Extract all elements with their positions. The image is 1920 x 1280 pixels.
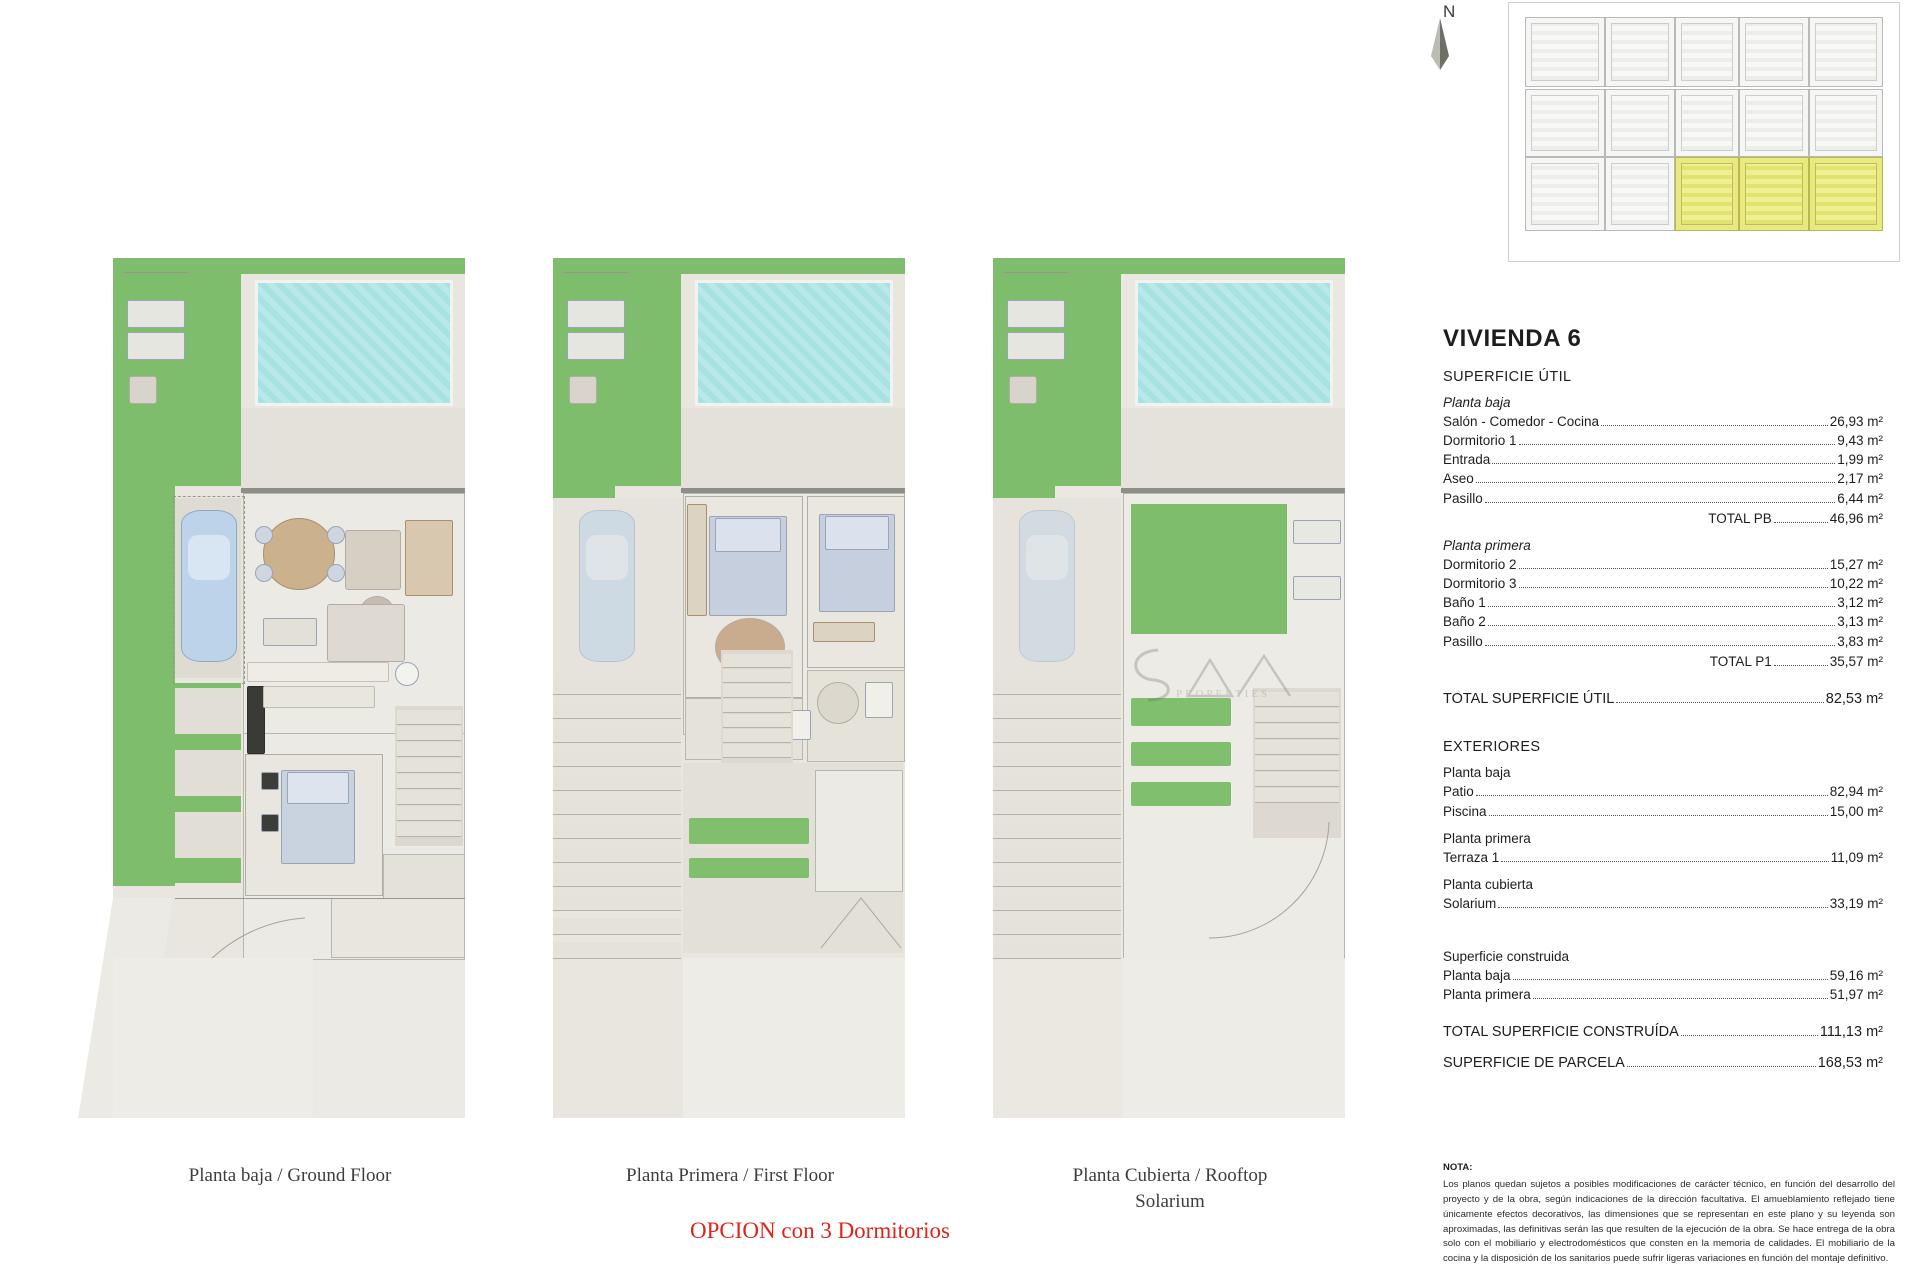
dot-leader	[1488, 625, 1835, 626]
dot-leader	[1488, 606, 1835, 607]
plot-total-row	[1443, 1053, 1883, 1074]
area-label: Baño 2	[1443, 614, 1486, 630]
dot-leader	[1498, 907, 1827, 908]
area-label: Piscina	[1443, 803, 1487, 819]
dot-leader	[1519, 444, 1836, 445]
dot-leader	[1513, 979, 1828, 980]
floor-plan-ground-caption	[95, 1163, 485, 1189]
area-row	[1443, 431, 1883, 450]
area-value: 59,16 m²	[1829, 968, 1883, 984]
key-plan-unit-selected	[1675, 157, 1739, 231]
area-label: Planta baja	[1443, 968, 1511, 984]
stair-arrow-icon	[813, 888, 909, 958]
area-total-value: 46,96 m²	[1829, 510, 1883, 526]
legal-note-body: Los planos quedan sujetos a posibles modificaciones de carácter técnico, en función del desarrollo del proyecto y de la obra, según indicaciones de la dirección facultativa. El amueblamiento reflejado tiene únicamente efectos decorativos, las dimensiones que se representan en este plano y su leyenda son aproximadas, las definitivas serán las que resulten de la ejecución de la obra. Se hace entrega de la obra solo con el mobiliario y electrodomésticos que consten en la memoria de calidades. El mobiliario de la cocina y la disposición de los sanitarios puede sufrir ligeras variaciones en función del montaje definitivo.	[1443, 1179, 1895, 1265]
caption-line-1: Planta Cubierta / Rooftop	[1072, 1165, 1268, 1186]
useful-total-value: 82,53 m²	[1825, 690, 1883, 707]
caption-line-1: Planta baja / Ground Floor	[188, 1165, 392, 1186]
area-label: Entrada	[1443, 452, 1491, 468]
area-label: Baño 1	[1443, 595, 1486, 611]
area-row	[1443, 450, 1883, 469]
useful-total-label: TOTAL SUPERFICIE ÚTIL	[1443, 690, 1615, 707]
area-row	[1443, 848, 1883, 867]
area-row	[1443, 782, 1883, 801]
caption-line-1: Planta Primera / First Floor	[626, 1165, 834, 1186]
area-label: Dormitorio 2	[1443, 556, 1517, 572]
area-value: 3,83 m²	[1837, 633, 1883, 649]
plot-total-value: 168,53 m²	[1817, 1054, 1883, 1071]
key-plan-unit	[1739, 89, 1809, 157]
area-value: 2,17 m²	[1837, 471, 1883, 487]
floor-plan-roof	[975, 258, 1365, 1212]
area-row	[1443, 966, 1883, 985]
area-value: 15,00 m²	[1829, 803, 1883, 819]
area-row	[1443, 574, 1883, 593]
built-total-label: TOTAL SUPERFICIE CONSTRUÍDA	[1443, 1024, 1679, 1041]
key-plan-unit	[1525, 17, 1605, 87]
area-value: 15,27 m²	[1829, 556, 1883, 572]
dot-leader	[1601, 425, 1828, 426]
area-label: Dormitorio 3	[1443, 576, 1517, 592]
key-plan-unit	[1605, 17, 1675, 87]
legal-note	[1443, 1162, 1895, 1267]
floor-plan-first-drawing	[535, 258, 925, 1118]
key-plan-grid	[1525, 17, 1883, 243]
north-arrow	[1415, 0, 1485, 90]
key-plan-unit	[1809, 89, 1883, 157]
dot-leader	[1485, 645, 1835, 646]
key-plan-unit	[1525, 89, 1605, 157]
area-value: 3,12 m²	[1837, 595, 1883, 611]
floor-plan-roof-drawing	[975, 258, 1365, 1118]
area-total-label: TOTAL P1	[1709, 653, 1772, 669]
key-plan-unit-selected	[1739, 157, 1809, 231]
ground-floor-heading: Planta baja	[1443, 395, 1511, 410]
page-title: VIVIENDA 6	[1443, 325, 1582, 352]
ext-first-heading: Planta primera	[1443, 830, 1531, 846]
dot-leader	[1485, 502, 1835, 503]
area-label: Terraza 1	[1443, 849, 1500, 865]
area-label: Solarium	[1443, 895, 1497, 911]
area-label: Pasillo	[1443, 633, 1483, 649]
area-total-row	[1443, 509, 1883, 528]
key-plan	[1508, 2, 1900, 262]
ext-ground-heading: Planta baja	[1443, 765, 1511, 781]
area-row	[1443, 612, 1883, 631]
area-row	[1443, 632, 1883, 651]
dot-leader	[1519, 587, 1828, 588]
area-value: 3,13 m²	[1837, 614, 1883, 630]
area-total-value: 35,57 m²	[1829, 653, 1883, 669]
exteriors-heading: EXTERIORES	[1443, 739, 1541, 756]
area-label: Patio	[1443, 784, 1474, 800]
area-value: 26,93 m²	[1829, 414, 1883, 429]
floor-plan-ground-drawing	[95, 258, 485, 1118]
area-value: 11,09 m²	[1830, 849, 1883, 865]
plot-total-label: SUPERFICIE DE PARCELA	[1443, 1054, 1625, 1071]
useful-area-heading: SUPERFICIE ÚTIL	[1443, 369, 1572, 385]
dot-leader	[1476, 795, 1828, 796]
built-total-row	[1443, 1022, 1883, 1043]
key-plan-unit	[1675, 89, 1739, 157]
area-row	[1443, 593, 1883, 612]
area-label: Dormitorio 1	[1443, 433, 1517, 449]
area-label: Planta primera	[1443, 987, 1531, 1003]
key-plan-unit	[1809, 17, 1883, 87]
area-row	[1443, 489, 1883, 508]
dot-leader	[1501, 861, 1828, 862]
key-plan-unit	[1605, 89, 1675, 157]
specification-panel	[1443, 325, 1883, 1074]
area-row	[1443, 412, 1883, 431]
dot-leader	[1519, 568, 1828, 569]
area-row	[1443, 802, 1883, 821]
dot-leader	[1616, 702, 1823, 703]
dot-leader	[1774, 665, 1828, 666]
floor-plan-roof-caption	[975, 1163, 1365, 1214]
area-total-label: TOTAL PB	[1708, 510, 1772, 526]
dot-leader	[1476, 482, 1835, 483]
key-plan-unit	[1525, 157, 1605, 231]
area-value: 10,22 m²	[1829, 576, 1883, 592]
area-value: 51,97 m²	[1829, 987, 1883, 1003]
ext-roof-heading: Planta cubierta	[1443, 876, 1534, 892]
key-plan-unit	[1739, 17, 1809, 87]
first-floor-heading: Planta primera	[1443, 537, 1531, 553]
built-area-heading: Superficie construida	[1443, 949, 1570, 965]
area-row	[1443, 985, 1883, 1004]
area-value: 6,44 m²	[1837, 490, 1883, 506]
north-label: N	[1443, 2, 1456, 21]
dot-leader	[1681, 1035, 1818, 1036]
key-plan-unit	[1675, 17, 1739, 87]
floor-plan-first-caption	[535, 1163, 925, 1189]
built-total-value: 111,13 m²	[1819, 1024, 1883, 1041]
area-total-row	[1443, 652, 1883, 671]
watermark-text: PROPERTIES	[1176, 688, 1271, 700]
dot-leader	[1533, 998, 1828, 999]
area-row	[1443, 894, 1883, 913]
area-label: Aseo	[1443, 471, 1474, 487]
area-label: Pasillo	[1443, 490, 1483, 506]
area-row	[1443, 469, 1883, 488]
roof-curve-icon	[1205, 818, 1355, 948]
key-plan-unit	[1605, 157, 1675, 231]
useful-total-row	[1443, 689, 1883, 710]
dot-leader	[1492, 463, 1835, 464]
legal-note-title: NOTA:	[1443, 1162, 1473, 1173]
floor-plan-ground	[95, 258, 485, 1186]
area-value: 33,19 m²	[1829, 895, 1883, 911]
dot-leader	[1627, 1066, 1816, 1067]
option-note: OPCION con 3 Dormitorios	[689, 1218, 951, 1243]
key-plan-unit-selected	[1809, 157, 1883, 231]
area-row	[1443, 555, 1883, 574]
caption-line-2: Solarium	[1135, 1190, 1205, 1212]
area-value: 1,99 m²	[1837, 452, 1883, 468]
dot-leader	[1774, 522, 1828, 523]
dot-leader	[1489, 815, 1828, 816]
area-value: 9,43 m²	[1837, 433, 1883, 449]
area-label: Salón - Comedor - Cocina	[1443, 414, 1600, 429]
area-value: 82,94 m²	[1829, 784, 1883, 800]
floor-plan-first	[535, 258, 925, 1186]
